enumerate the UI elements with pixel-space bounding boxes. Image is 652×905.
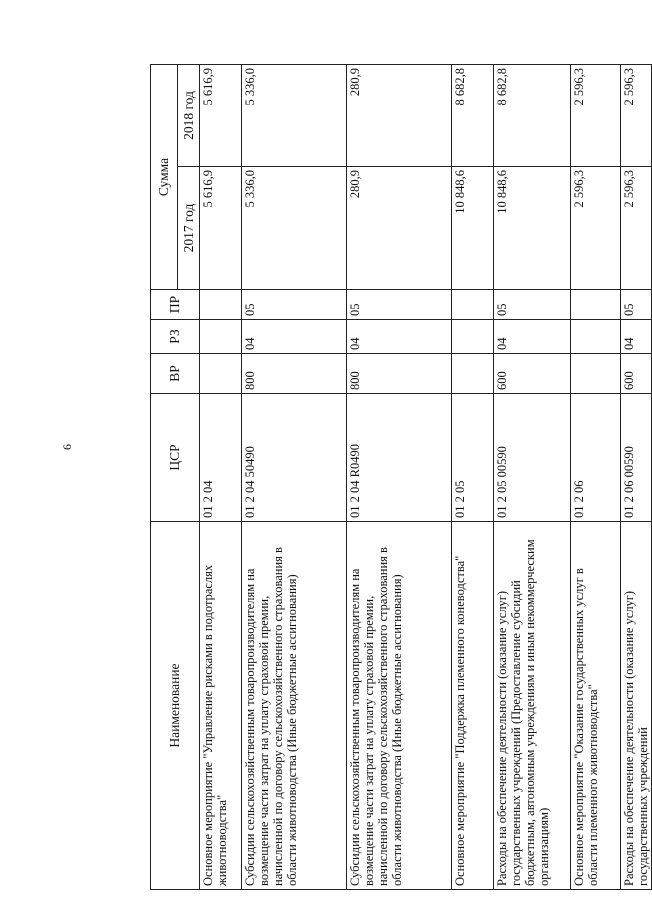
page-number: 6: [60, 444, 74, 450]
cell-rz: [571, 320, 621, 354]
cell-rz: 04: [242, 320, 347, 354]
header-vr: ВР: [151, 354, 200, 394]
cell-name: Основное мероприятие "Оказание государственных услуг в области племенного животноводства": [571, 522, 621, 890]
cell-2018: 2 596,3: [621, 64, 652, 166]
cell-pr: 05: [621, 290, 652, 320]
header-2018: 2018 год: [178, 64, 200, 166]
budget-table: [150, 64, 652, 890]
cell-2017: 2 596,3: [571, 167, 621, 290]
cell-rz: [200, 320, 242, 354]
cell-2018: 280,9: [347, 64, 452, 166]
cell-2018: 8 682,8: [452, 64, 494, 166]
table-row: [242, 64, 347, 889]
cell-pr: [571, 290, 621, 320]
cell-vr: 800: [242, 354, 347, 394]
cell-vr: 600: [494, 354, 571, 394]
cell-csr: 01 2 06 00590: [621, 394, 652, 522]
cell-2018: 8 682,8: [494, 64, 571, 166]
cell-vr: [452, 354, 494, 394]
cell-2018: 2 596,3: [571, 64, 621, 166]
cell-vr: 600: [621, 354, 652, 394]
cell-2018: 5 336,0: [242, 64, 347, 166]
cell-csr: 01 2 06: [571, 394, 621, 522]
header-rz: РЗ: [151, 320, 200, 354]
cell-2017: 10 848,6: [494, 167, 571, 290]
cell-rz: [452, 320, 494, 354]
header-sum: Сумма: [151, 64, 178, 289]
cell-2017: 5 616,9: [200, 167, 242, 290]
cell-csr: 01 2 04: [200, 394, 242, 522]
cell-2018: 5 616,9: [200, 64, 242, 166]
cell-csr: 01 2 05: [452, 394, 494, 522]
cell-csr: 01 2 04 R0490: [347, 394, 452, 522]
cell-csr: 01 2 04 50490: [242, 394, 347, 522]
cell-2017: 2 596,3: [621, 167, 652, 290]
header-2017: 2017 год: [178, 167, 200, 290]
table-row: [452, 64, 494, 889]
cell-name: Субсидии сельскохозяйственным товаропроизводителям на возмещение части затрат на уплату страховой премии, начисленной по договору сельскохозяйственного страхования в области животноводства (Иные бюджетные ассигнования): [242, 522, 347, 890]
cell-name: Основное мероприятие "Поддержка племенного коневодства": [452, 522, 494, 890]
cell-rz: 04: [494, 320, 571, 354]
cell-pr: [200, 290, 242, 320]
rotated-table-wrapper: [150, 65, 651, 890]
cell-2017: 10 848,6: [452, 167, 494, 290]
cell-rz: 04: [347, 320, 452, 354]
cell-name: Расходы на обеспечение деятельности (оказание услуг) государственных учреждений: [621, 522, 652, 890]
table-row: [200, 64, 242, 889]
cell-pr: 05: [242, 290, 347, 320]
table-row: [347, 64, 452, 889]
table-row: [621, 64, 652, 889]
cell-name: Субсидии сельскохозяйственным товаропроизводителям на возмещение части затрат на уплату страховой премии, начисленной по договору сельскохозяйственного страхования в области животноводства (Иные бюджетные ассигнования): [347, 522, 452, 890]
cell-2017: 5 336,0: [242, 167, 347, 290]
header-pr: ПР: [151, 290, 200, 320]
cell-name: Основное мероприятие "Управление рисками в подотраслях животноводства": [200, 522, 242, 890]
header-name: Наименование: [151, 522, 200, 890]
cell-name: Расходы на обеспечение деятельности (оказание услуг) государственных учреждений (Предоставление субсидий бюджетным, автономным учреждениям и иным некоммерческим организациям): [494, 522, 571, 890]
cell-pr: 05: [494, 290, 571, 320]
table-row: [494, 64, 571, 889]
cell-csr: 01 2 05 00590: [494, 394, 571, 522]
cell-vr: [571, 354, 621, 394]
cell-pr: 05: [347, 290, 452, 320]
cell-2017: 280,9: [347, 167, 452, 290]
cell-vr: [200, 354, 242, 394]
cell-pr: [452, 290, 494, 320]
header-csr: ЦСР: [151, 394, 200, 522]
cell-rz: 04: [621, 320, 652, 354]
cell-vr: 800: [347, 354, 452, 394]
table-row: [571, 64, 621, 889]
